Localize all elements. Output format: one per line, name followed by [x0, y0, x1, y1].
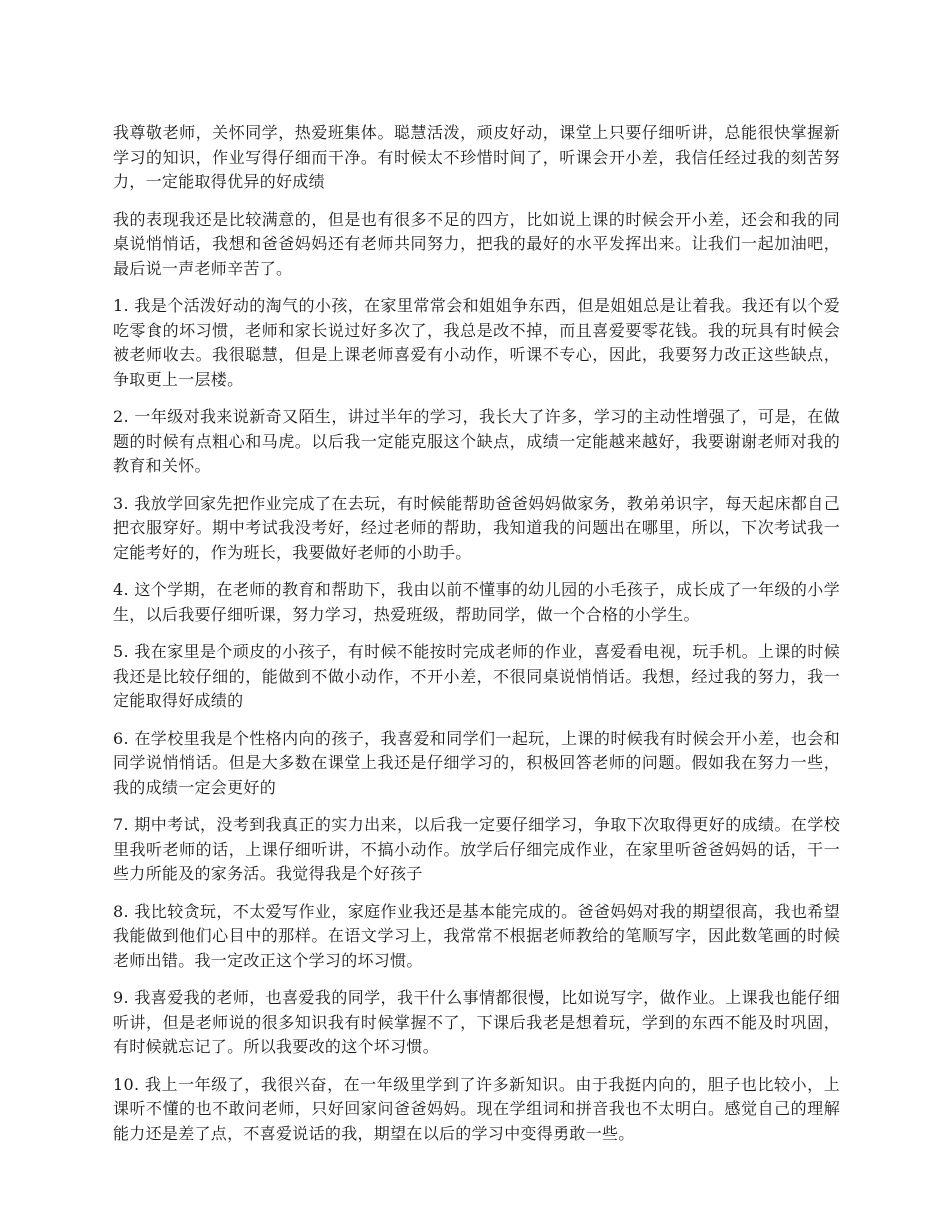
paragraph-item-8: 8. 我比较贪玩，不太爱写作业，家庭作业我还是基本能完成的。爸爸妈妈对我的期望很高，我也希望我能做到他们心目中的那样。在语文学习上，我常常不根据老师教给的笔顺写字，因此数笔画的时候老师出错。我一定改正这个学习的坏习惯。 [113, 901, 840, 970]
paragraph-item-2: 2. 一年级对我来说新奇又陌生，讲过半年的学习，我长大了许多，学习的主动性增强了，可是，在做题的时候有点粗心和马虎。以后我一定能克服这个缺点，成绩一定能越来越好，我要谢谢老师对我的教育和关怀。 [113, 407, 840, 475]
document-body [113, 121, 840, 1159]
paragraph-item-3: 3. 我放学回家先把作业完成了在去玩，有时候能帮助爸爸妈妈做家务，教弟弟识字，每天起床都自己把衣服穿好。期中考试我没考好，经过老师的帮助，我知道我的问题出在哪里，所以，下次考试我一定能考好的，作为班长，我要做好老师的小助手。 [113, 493, 840, 562]
paragraph-item-9: 9. 我喜爱我的老师，也喜爱我的同学，我干什么事情都很慢，比如说写字，做作业。上课我也能仔细听讲，但是老师说的很多知识我有时候掌握不了，下课后我老是想着玩，学到的东西不能及时巩固，有时候就忘记了。所以我要改的这个坏习惯。 [113, 988, 840, 1056]
paragraph-item-7: 7. 期中考试，没考到我真正的实力出来，以后我一定要仔细学习，争取下次取得更好的成绩。在学校里我听老师的话，上课仔细听讲，不搞小动作。放学后仔细完成作业，在家里听爸爸妈妈的话，干一些力所能及的家务活。我觉得我是个好孩子 [113, 815, 840, 883]
paragraph-item-5: 5. 我在家里是个顽皮的小孩子，有时候不能按时完成老师的作业，喜爱看电视，玩手机。上课的时候我还是比较仔细的，能做到不做小动作，不开小差，不很同桌说悄悄话。我想，经过我的努力，我一定能取得好成绩的 [113, 642, 840, 710]
paragraph-item-6: 6. 在学校里我是个性格内向的孩子，我喜爱和同学们一起玩，上课的时候我有时候会开小差，也会和同学说悄悄话。但是大多数在课堂上我还是仔细学习的，积极回答老师的问题。假如我在努力一些，我的成绩一定会更好的 [113, 728, 840, 797]
paragraph-intro-2: 我的表现我还是比较满意的，但是也有很多不足的四方，比如说上课的时候会开小差，还会和我的同桌说悄悄话，我想和爸爸妈妈还有老师共同努力，把我的最好的水平发挥出来。让我们一起加油吧，最后说一声老师辛苦了。 [113, 209, 840, 278]
paragraph-item-1: 1. 我是个活泼好动的淘气的小孩，在家里常常会和姐姐争东西，但是姐姐总是让着我。我还有以个爱吃零食的坏习惯，老师和家长说过好多次了，我总是改不掉，而且喜爱要零花钱。我的玩具有时候会被老师收去。我很聪慧，但是上课老师喜爱有小动作，听课不专心，因此，我要努力改正这些缺点，争取更上一层楼。 [113, 296, 840, 389]
paragraph-item-4: 4. 这个学期，在老师的教育和帮助下，我由以前不懂事的幼儿园的小毛孩子，成长成了一年级的小学生，以后我要仔细听课，努力学习，热爱班级，帮助同学，做一个合格的小学生。 [113, 580, 840, 624]
paragraph-intro-1: 我尊敬老师，关怀同学，热爱班集体。聪慧活泼，顽皮好动，课堂上只要仔细听讲，总能很快掌握新学习的知识，作业写得仔细而干净。有时候太不珍惜时间了，听课会开小差，我信任经过我的刻苦努力，一定能取得优异的好成绩 [113, 123, 840, 191]
paragraph-item-10: 10. 我上一年级了，我很兴奋，在一年级里学到了许多新知识。由于我挺内向的，胆子也比较小，上课听不懂的也不敢问老师，只好回家问爸爸妈妈。现在学组词和拼音我也不太明白。感觉自己的理解能力还是差了点，不喜爱说话的我，期望在以后的学习中变得勇敢一些。 [113, 1074, 840, 1143]
